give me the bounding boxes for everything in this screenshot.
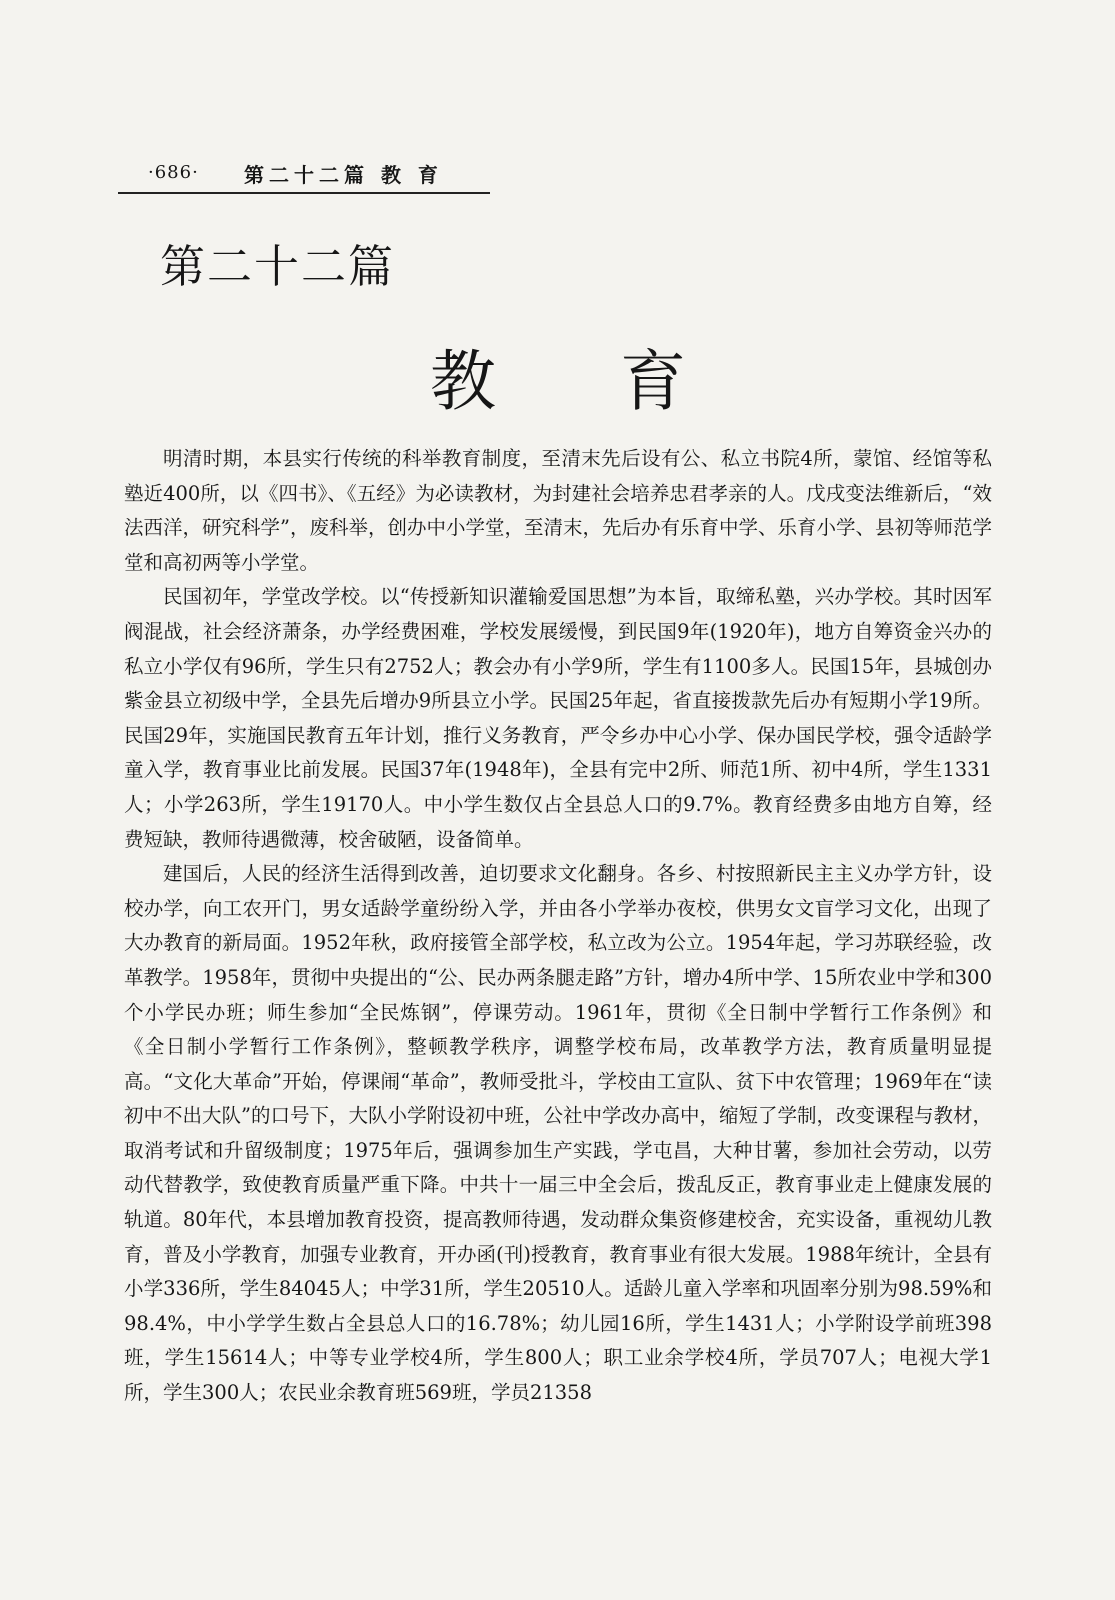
part-heading: 第二十二篇 bbox=[160, 240, 396, 293]
body-text bbox=[124, 442, 992, 1411]
paragraph: 民国初年，学堂改学校。以“传授新知识灌输爱国思想”为本旨，取缔私塾，兴办学校。其时因军阀混战，社会经济萧条，办学经费困难，学校发展缓慢，到民国9年(1920年)，地方自筹资金兴办的私立小学仅有96所，学生只有2752人；教会办有小学9所，学生有1100多人。民国15年，县城创办紫金县立初级中学，全县先后增办9所县立小学。民国25年起，省直接拨款先后办有短期小学19所。民国29年，实施国民教育五年计划，推行义务教育，严令乡办中心小学、保办国民学校，强令适龄学童入学，教育事业比前发展。民国37年(1948年)，全县有完中2所、师范1所、初中4所，学生1331人；小学263所，学生19170人。中小学生数仅占全县总人口的9.7%。教育经费多由地方自筹，经费短缺，教师待遇微薄，校舍破陋，设备简单。 bbox=[124, 585, 992, 851]
page-number: ·686· bbox=[148, 162, 199, 183]
paragraph: 明清时期，本县实行传统的科举教育制度，至清末先后设有公、私立书院4所，蒙馆、经馆等私塾近400所，以《四书》、《五经》为必读教材，为封建社会培养忠君孝亲的人。戊戌变法维新后，“效法西洋，研究科学”，废科举，创办中小学堂，至清末，先后办有乐育中学、乐育小学、县初等师范学堂和高初两等小学堂。 bbox=[124, 447, 992, 574]
paragraph: 建国后，人民的经济生活得到改善，迫切要求文化翻身。各乡、村按照新民主主义办学方针，设校办学，向工农开门，男女适龄学童纷纷入学，并由各小学举办夜校，供男女文盲学习文化，出现了大办教育的新局面。1952年秋，政府接管全部学校，私立改为公立。1954年起，学习苏联经验，改革教学。1958年，贯彻中央提出的“公、民办两条腿走路”方针，增办4所中学、15所农业中学和300个小学民办班；师生参加“全民炼钢”，停课劳动。1961年，贯彻《全日制中学暂行工作条例》和《全日制小学暂行工作条例》，整顿教学秩序，调整学校布局，改革教学方法，教育质量明显提高。“文化大革命”开始，停课闹“革命”，教师受批斗，学校由工宣队、贫下中农管理；1969年在“读初中不出大队”的口号下，大队小学附设初中班，公社中学改办高中，缩短了学制，改变课程与教材，取消考试和升留级制度；1975年后，强调参加生产实践，学屯昌，大种甘薯，参加社会劳动，以劳动代替教学，致使教育质量严重下降。中共十一届三中全会后，拨乱反正，教育事业走上健康发展的轨道。80年代，本县增加教育投资，提高教师待遇，发动群众集资修建校舍，充实设备，重视幼儿教育，普及小学教育，加强专业教育，开办函(刊)授教育，教育事业有很大发展。1988年统计，全县有小学336所，学生84045人；中学31所，学生20510人。适龄儿童入学率和巩固率分别为98.59%和98.4%，中小学学生数占全县总人口的16.78%；幼儿园16所，学生1431人；小学附设学前班398班，学生15614人；中等专业学校4所，学生800人；职工业余学校4所，学员707人；电视大学1所，学生300人；农民业余教育班569班，学员21358 bbox=[124, 862, 992, 1405]
running-header bbox=[118, 152, 490, 194]
chapter-title: 教育 bbox=[430, 343, 810, 420]
running-title: 第二十二篇 教 育 bbox=[244, 163, 443, 187]
